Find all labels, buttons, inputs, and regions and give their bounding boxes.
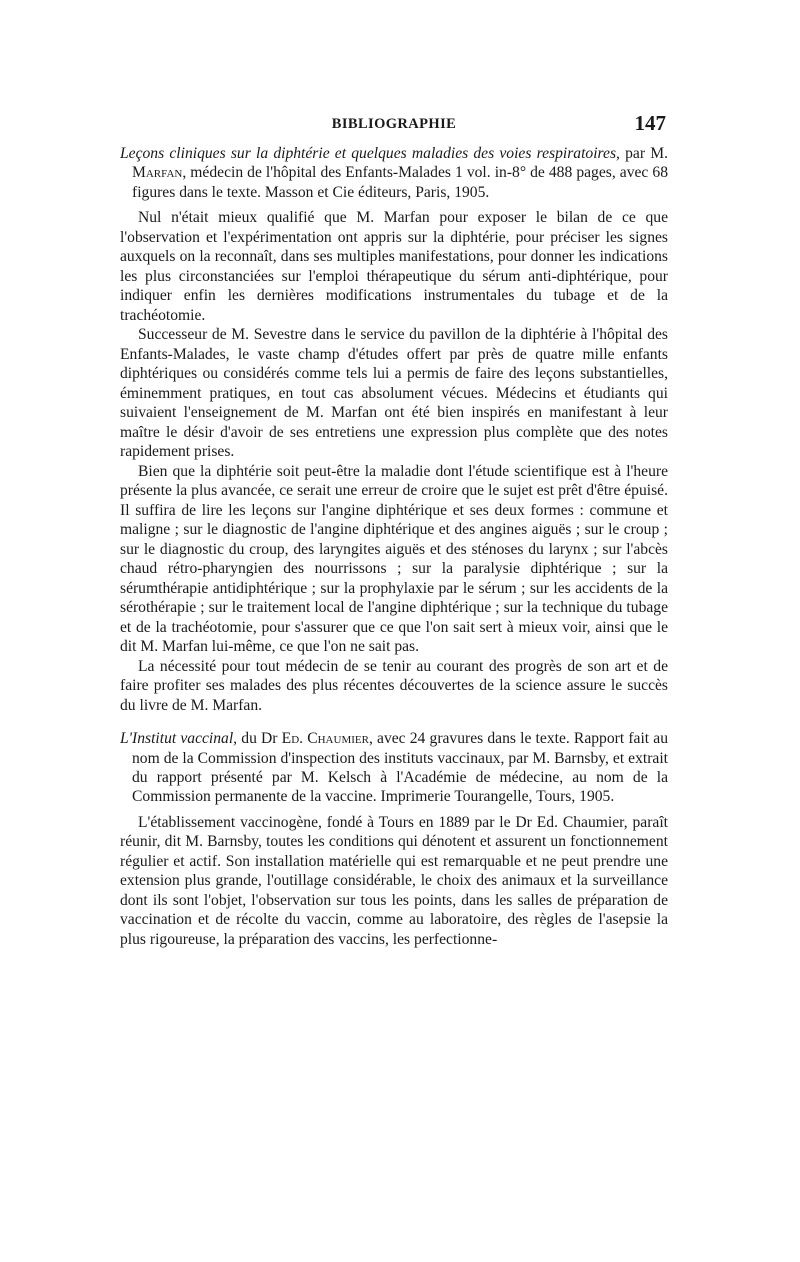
review-paragraph: Successeur de M. Sevestre dans le service du pavillon de la diphtérie à l'hôpital des Enfants-Malades, le vaste champ d'études offert par près de quatre mille enfants diphtériques ou considérés comme tels lui a permis de faire des leçons substantielles, éminemment pratiques, en tout cas absolument vécues. Médecins et étudiants qui suivaient l'enseignement de M. Marfan ont été bien inspirés en manifestant à leur maître le désir d'avoir de ses entretiens une expression plus complète que des notes rapidement prises. (120, 326, 668, 461)
entry-author-prefix: du Dr (237, 730, 282, 748)
entry-title: L'Institut vaccinal, (120, 730, 238, 748)
page-header (120, 111, 668, 144)
review-paragraph: La nécessité pour tout médecin de se tenir au courant des progrès de son art et de faire profiter ses malades des plus récentes découvertes de la science assure le succès du livre de M. Marfan. (120, 657, 668, 714)
review-paragraph: Nul n'était mieux qualifié que M. Marfan pour exposer le bilan de ce que l'observation et l'expérimentation ont appris sur la diphtérie, pour préciser les signes auxquels on la reconnaît, dans ses multiples manifestations, pour donner les indications les plus circonstanciées sur l'emploi thérapeutique du sérum anti-diphtérique, pour indiquer enfin les dernières modifications instrumentales du tubage et de la trachéotomie. (120, 209, 668, 324)
review-paragraph: Bien que la diphtérie soit peut-être la maladie dont l'étude scientifique est à l'heure présente la plus avancée, ce serait une erreur de croire que le sujet est prêt d'être épuisé. Il suffira de lire les leçons sur l'angine diphtérique et ses deux formes : commune et maligne ; sur le diagnostic de l'angine diphtérique et des angines aiguës ; sur le croup ; sur le diagnostic du croup, des laryngites aiguës et des sténoses du larynx ; sur l'abcès chaud rétro-pharyngien des nourrissons ; sur la paralysie diphtérique ; sur la sérumthérapie antidiphtérique ; sur la prophylaxie par le sérum ; sur les accidents de la sérothérapie ; sur le traitement local de l'angine diphtérique ; sur la technique du tubage et de la trachéotomie, pour s'assurer que ce que l'on sait sert à mieux voir, ainsi que le dit M. Marfan lui-même, ce que l'on ne sait pas. (120, 462, 668, 656)
bibliography-entry-chaumier (120, 729, 668, 949)
document-page (120, 111, 669, 949)
bibliography-entry-marfan (120, 144, 668, 715)
entry-title: Leçons cliniques sur la diphtérie et quelques maladies des voies respiratoires, (120, 145, 620, 162)
entry-author: Marfan (132, 164, 183, 182)
entry-details: , avec 24 gravures dans le texte. Rapport fait au nom de la Commission d'inspection des instituts vaccinaux, par M. Barnsby, et extrait du rapport présenté par M. Kelsch à l'Académie de médecine, au nom de la Commission permanente de la vaccine. Imprimerie Tourangelle, Tours, 1905. (132, 730, 669, 806)
entry-details: , médecin de l'hôpital des Enfants-Malades 1 vol. in-8° de 488 pages, avec 68 figures dans le texte. Masson et Cie éditeurs, Paris, 1905. (132, 164, 668, 201)
entry-author-prefix: par M. (619, 145, 668, 162)
entry-author: Ed. Chaumier (281, 730, 369, 748)
entry-heading (120, 144, 668, 202)
review-paragraph: L'établissement vaccinogène, fondé à Tours en 1889 par le Dr Ed. Chaumier, paraît réunir, dit M. Barnsby, toutes les conditions qui dénotent et assurent un fonctionnement régulier et actif. Son installation matérielle qui est remarquable et ne peut prendre une extension plus grande, l'outillage considérable, le choix des animaux et la surveillance dont ils sont l'objet, l'observation sur tous les points, dans les salles de préparation de vaccination et de récolte du vaccin, comme au laboratoire, des règles de l'asepsie la plus rigoureuse, la préparation des vaccins, les perfectionne- (120, 813, 668, 948)
running-title: BIBLIOGRAPHIE (331, 116, 457, 132)
page-number: 147 (634, 111, 666, 135)
entry-heading (120, 729, 668, 807)
